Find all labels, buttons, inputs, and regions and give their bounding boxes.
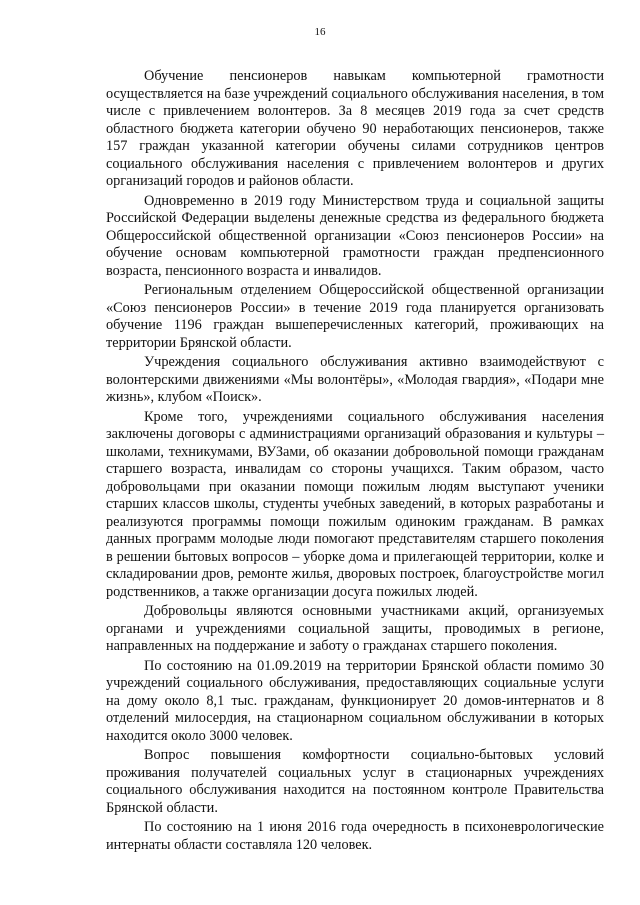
document-body bbox=[106, 68, 604, 856]
paragraph-ministry-funding: Одновременно в 2019 году Министерством труда и социальной защиты Российской Федерации выделены денежные средства из федерального бюджета Общероссийской общественной организации «Союз пенсионеров России» на обучение основам компьютерной грамотности граждан предпенсионного возраста, пенсионного возраста и инвалидов. bbox=[106, 192, 604, 279]
paragraph-computer-literacy-training: Обучение пенсионеров навыкам компьютерной грамотности осуществляется на базе учреждений социального обслуживания населения, в том числе с привлечением волонтеров. За 8 месяцев 2019 года за счет средств областного бюджета категории обучено 90 неработающих пенсионеров, также 157 граждан указанной категории обучены силами сотрудников центров социального обслуживания населения с привлечением волонтеров и других организаций городов и районов области. bbox=[106, 68, 604, 189]
paragraph-queue-status: По состоянию на 1 июня 2016 года очередность в психоневрологические интернаты области составляла 120 человек. bbox=[106, 819, 604, 853]
paragraph-volunteers-participation: Добровольцы являются основными участниками акций, организуемых органами и учреждениями социальной защиты, проводимых в регионе, направленных на поддержание и заботу о гражданах старшего поколения. bbox=[106, 603, 604, 654]
paragraph-regional-branch-training: Региональным отделением Общероссийской общественной организации «Союз пенсионеров России» в течение 2019 года планируется организовать обучение 1196 граждан вышеперечисленных категорий, проживающих на территории Брянской области. bbox=[106, 282, 604, 351]
paragraph-school-agreements: Кроме того, учреждениями социального обслуживания населения заключены договоры с администрациями организаций образования и культуры – школами, техникумами, ВУЗами, об оказании добровольной помощи гражданам старшего возраста, инвалидам со стороны учащихся. Таким образом, часто добровольцами при оказании помощи пожилым людям выступают ученики старших классов школы, студенты учебных заведений, в которых разработаны и реализуются программы помощи пожилым одиноким гражданам. В рамках данных программ молодые люди помогают представителям старшего поколения в решении бытовых вопросов – уборке дома и прилегающей территории, колке и складировании дров, ремонте жилья, дворовых построек, благоустройстве могил родственников, а также организации досуга пожилых людей. bbox=[106, 408, 604, 600]
page-number: 16 bbox=[314, 26, 326, 38]
paragraph-volunteer-movements: Учреждения социального обслуживания активно взаимодействуют с волонтерскими движениями «Мы волонтёры», «Молодая гвардия», «Подари мне жизнь», клубом «Поиск». bbox=[106, 354, 604, 405]
paragraph-institutions-statistics: По состоянию на 01.09.2019 на территории Брянской области помимо 30 учреждений социального обслуживания, предоставляющих социальные услуги на дому около 8,1 тыс. гражданам, функционирует 20 домов-интернатов и 8 отделений милосердия, на стационарном социальном обслуживании в которых находится около 3000 человек. bbox=[106, 657, 604, 744]
paragraph-comfort-conditions: Вопрос повышения комфортности социально-бытовых условий проживания получателей социальных услуг в стационарных учреждениях социального обслуживания находится на постоянном контроле Правительства Брянской области. bbox=[106, 747, 604, 816]
